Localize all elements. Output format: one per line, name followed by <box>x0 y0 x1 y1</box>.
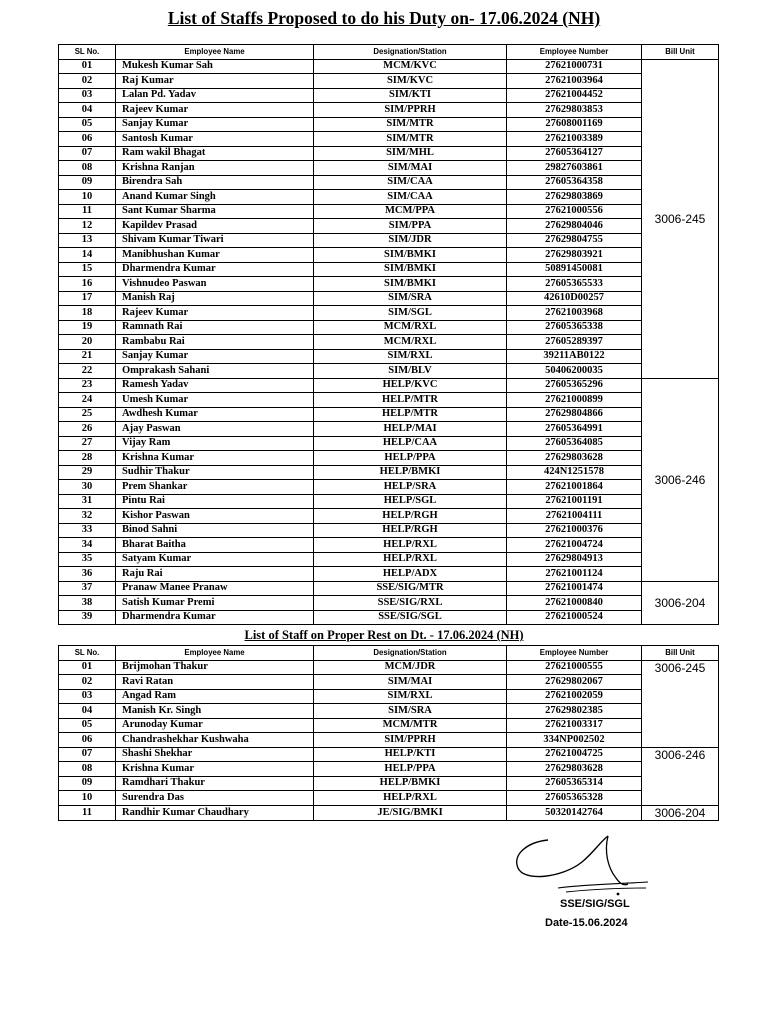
sl-no-cell: 09 <box>59 175 116 190</box>
employee-name-cell: Krishna Kumar <box>116 451 314 466</box>
sl-no-cell: 31 <box>59 494 116 509</box>
employee-name-cell: Manibhushan Kumar <box>116 248 314 263</box>
employee-number-cell: 27608001169 <box>507 117 642 132</box>
designation-cell: HELP/CAA <box>314 436 507 451</box>
employee-name-cell: Satyam Kumar <box>116 552 314 567</box>
employee-number-cell: 27629804755 <box>507 233 642 248</box>
designation-cell: SSE/SIG/MTR <box>314 581 507 596</box>
employee-number-cell: 27621003968 <box>507 306 642 321</box>
table-row <box>59 465 719 480</box>
sl-no-cell: 23 <box>59 378 116 393</box>
sl-no-cell: 04 <box>59 103 116 118</box>
designation-cell: SIM/CAA <box>314 175 507 190</box>
employee-number-cell: 27605364127 <box>507 146 642 161</box>
designation-cell: HELP/RGH <box>314 523 507 538</box>
employee-name-cell: Randhir Kumar Chaudhary <box>116 805 314 821</box>
designation-cell: MCM/KVC <box>314 59 507 74</box>
designation-cell: SIM/BMKI <box>314 248 507 263</box>
designation-cell: SIM/SRA <box>314 704 507 719</box>
sl-no-cell: 10 <box>59 190 116 205</box>
employee-number-cell: 27621002059 <box>507 689 642 704</box>
employee-number-cell: 27605365296 <box>507 378 642 393</box>
sl-no-cell: 05 <box>59 718 116 733</box>
sl-no-cell: 11 <box>59 204 116 219</box>
sl-no-cell: 29 <box>59 465 116 480</box>
sl-no-cell: 39 <box>59 610 116 625</box>
designation-cell: HELP/RXL <box>314 552 507 567</box>
employee-number-cell: 27605365314 <box>507 776 642 791</box>
employee-name-cell: Brijmohan Thakur <box>116 660 314 675</box>
employee-number-cell: 27621001864 <box>507 480 642 495</box>
employee-name-cell: Rajeev Kumar <box>116 103 314 118</box>
employee-number-cell: 27621000899 <box>507 393 642 408</box>
table-row <box>59 233 719 248</box>
employee-name-cell: Ram wakil Bhagat <box>116 146 314 161</box>
bill-unit-cell: 3006-245 <box>642 59 719 378</box>
table-row <box>59 407 719 422</box>
employee-name-cell: Birendra Sah <box>116 175 314 190</box>
employee-name-cell: Binod Sahni <box>116 523 314 538</box>
table-row <box>59 776 719 791</box>
sl-no-cell: 03 <box>59 689 116 704</box>
employee-name-cell: Mukesh Kumar Sah <box>116 59 314 74</box>
employee-number-cell: 27629803628 <box>507 762 642 777</box>
table-row <box>59 523 719 538</box>
employee-name-cell: Rambabu Rai <box>116 335 314 350</box>
designation-cell: HELP/RXL <box>314 791 507 806</box>
designation-cell: HELP/MTR <box>314 393 507 408</box>
designation-cell: HELP/KVC <box>314 378 507 393</box>
sl-no-cell: 08 <box>59 161 116 176</box>
sl-no-cell: 07 <box>59 146 116 161</box>
employee-name-cell: Satish Kumar Premi <box>116 596 314 611</box>
employee-number-cell: 27629804046 <box>507 219 642 234</box>
bill-unit-cell: 3006-204 <box>642 581 719 625</box>
employee-number-cell: 27621003964 <box>507 74 642 89</box>
designation-cell: MCM/RXL <box>314 335 507 350</box>
designation-cell: SIM/MTR <box>314 117 507 132</box>
sl-no-cell: 01 <box>59 660 116 675</box>
table-row <box>59 718 719 733</box>
employee-name-cell: Raj Kumar <box>116 74 314 89</box>
employee-number-cell: 27605364085 <box>507 436 642 451</box>
employee-number-cell: 27629802385 <box>507 704 642 719</box>
designation-cell: MCM/PPA <box>314 204 507 219</box>
table-row <box>59 335 719 350</box>
sl-no-cell: 24 <box>59 393 116 408</box>
designation-cell: MCM/JDR <box>314 660 507 675</box>
table-header-row <box>59 45 719 60</box>
sl-no-cell: 02 <box>59 74 116 89</box>
employee-number-cell: 27629804913 <box>507 552 642 567</box>
employee-name-cell: Kishor Paswan <box>116 509 314 524</box>
employee-name-cell: Vijay Ram <box>116 436 314 451</box>
sl-no-cell: 01 <box>59 59 116 74</box>
signatory-office: SSE/SIG/SGL <box>560 898 630 910</box>
designation-cell: SIM/KTI <box>314 88 507 103</box>
bill-unit-cell: 3006-204 <box>642 805 719 821</box>
sl-no-cell: 26 <box>59 422 116 437</box>
sl-no-cell: 10 <box>59 791 116 806</box>
signature-mark <box>508 828 658 898</box>
table-row <box>59 538 719 553</box>
table-row <box>59 103 719 118</box>
table-row <box>59 704 719 719</box>
designation-cell: HELP/RXL <box>314 538 507 553</box>
table-row <box>59 675 719 690</box>
employee-number-cell: 27605365338 <box>507 320 642 335</box>
table-row <box>59 378 719 393</box>
col-header-bill-unit: Bill Unit <box>642 646 719 661</box>
col-header-empno: Employee Number <box>507 646 642 661</box>
table-row <box>59 59 719 74</box>
sl-no-cell: 05 <box>59 117 116 132</box>
employee-name-cell: Krishna Kumar <box>116 762 314 777</box>
sl-no-cell: 20 <box>59 335 116 350</box>
table-row <box>59 552 719 567</box>
sl-no-cell: 04 <box>59 704 116 719</box>
designation-cell: HELP/SGL <box>314 494 507 509</box>
designation-cell: HELP/BMKI <box>314 776 507 791</box>
employee-name-cell: Manish Kr. Singh <box>116 704 314 719</box>
employee-name-cell: Sudhir Thakur <box>116 465 314 480</box>
sl-no-cell: 36 <box>59 567 116 582</box>
table-row <box>59 248 719 263</box>
designation-cell: HELP/MTR <box>314 407 507 422</box>
employee-name-cell: Ravi Ratan <box>116 675 314 690</box>
table-row <box>59 509 719 524</box>
employee-name-cell: Dharmendra Kumar <box>116 262 314 277</box>
table-row <box>59 733 719 748</box>
employee-number-cell: 27621004111 <box>507 509 642 524</box>
employee-number-cell: 50891450081 <box>507 262 642 277</box>
signature-date: Date-15.06.2024 <box>545 917 628 929</box>
table-row <box>59 494 719 509</box>
table-row <box>59 161 719 176</box>
employee-number-cell: 424N1251578 <box>507 465 642 480</box>
designation-cell: SIM/KVC <box>314 74 507 89</box>
employee-number-cell: 27605365533 <box>507 277 642 292</box>
employee-number-cell: 27629803869 <box>507 190 642 205</box>
employee-number-cell: 27621004725 <box>507 747 642 762</box>
employee-number-cell: 27605289397 <box>507 335 642 350</box>
table-row <box>59 596 719 611</box>
employee-name-cell: Sanjay Kumar <box>116 117 314 132</box>
sl-no-cell: 34 <box>59 538 116 553</box>
employee-number-cell: 334NP002502 <box>507 733 642 748</box>
table-row <box>59 610 719 625</box>
table-row <box>59 175 719 190</box>
employee-number-cell: 27629803628 <box>507 451 642 466</box>
table-row <box>59 204 719 219</box>
employee-number-cell: 27621000556 <box>507 204 642 219</box>
employee-name-cell: Rajeev Kumar <box>116 306 314 321</box>
employee-number-cell: 27621004452 <box>507 88 642 103</box>
table-row <box>59 805 719 821</box>
designation-cell: MCM/RXL <box>314 320 507 335</box>
employee-number-cell: 27621001124 <box>507 567 642 582</box>
bill-unit-cell: 3006-246 <box>642 747 719 805</box>
employee-name-cell: Omprakash Sahani <box>116 364 314 379</box>
designation-cell: HELP/SRA <box>314 480 507 495</box>
table-row <box>59 660 719 675</box>
sl-no-cell: 16 <box>59 277 116 292</box>
table-row <box>59 74 719 89</box>
table-row <box>59 422 719 437</box>
employee-number-cell: 50406200035 <box>507 364 642 379</box>
employee-name-cell: Santosh Kumar <box>116 132 314 147</box>
employee-name-cell: Manish Raj <box>116 291 314 306</box>
rest-staff-table <box>58 645 719 821</box>
employee-name-cell: Sanjay Kumar <box>116 349 314 364</box>
designation-cell: SIM/RXL <box>314 349 507 364</box>
employee-name-cell: Awdhesh Kumar <box>116 407 314 422</box>
col-header-designation: Designation/Station <box>314 45 507 60</box>
sl-no-cell: 12 <box>59 219 116 234</box>
col-header-name: Employee Name <box>116 45 314 60</box>
employee-name-cell: Ajay Paswan <box>116 422 314 437</box>
designation-cell: HELP/RGH <box>314 509 507 524</box>
table-header-row <box>59 646 719 661</box>
employee-name-cell: Ramnath Rai <box>116 320 314 335</box>
designation-cell: SIM/BLV <box>314 364 507 379</box>
designation-cell: SIM/BMKI <box>314 277 507 292</box>
bill-unit-cell: 3006-245 <box>642 660 719 747</box>
sl-no-cell: 15 <box>59 262 116 277</box>
sl-no-cell: 17 <box>59 291 116 306</box>
employee-name-cell: Shivam Kumar Tiwari <box>116 233 314 248</box>
designation-cell: SIM/MTR <box>314 132 507 147</box>
sl-no-cell: 09 <box>59 776 116 791</box>
employee-name-cell: Prem Shankar <box>116 480 314 495</box>
designation-cell: SIM/PPRH <box>314 103 507 118</box>
table-row <box>59 117 719 132</box>
table-row <box>59 306 719 321</box>
sl-no-cell: 25 <box>59 407 116 422</box>
sl-no-cell: 13 <box>59 233 116 248</box>
employee-number-cell: 27629804866 <box>507 407 642 422</box>
employee-number-cell: 27621003389 <box>507 132 642 147</box>
table-row <box>59 190 719 205</box>
table-row <box>59 436 719 451</box>
table-row <box>59 747 719 762</box>
designation-cell: SIM/SRA <box>314 291 507 306</box>
designation-cell: HELP/MAI <box>314 422 507 437</box>
sl-no-cell: 03 <box>59 88 116 103</box>
employee-name-cell: Ramdhari Thakur <box>116 776 314 791</box>
employee-name-cell: Anand Kumar Singh <box>116 190 314 205</box>
designation-cell: SSE/SIG/SGL <box>314 610 507 625</box>
col-header-designation: Designation/Station <box>314 646 507 661</box>
table-row <box>59 762 719 777</box>
table-row <box>59 132 719 147</box>
sl-no-cell: 06 <box>59 733 116 748</box>
employee-name-cell: Dharmendra Kumar <box>116 610 314 625</box>
table-row <box>59 262 719 277</box>
table-row <box>59 451 719 466</box>
designation-cell: SIM/MHL <box>314 146 507 161</box>
duty-list-title: List of Staffs Proposed to do his Duty on- 17.06.2024 (NH) <box>167 8 601 28</box>
employee-name-cell: Raju Rai <box>116 567 314 582</box>
employee-number-cell: 27621000731 <box>507 59 642 74</box>
employee-name-cell: Kapildev Prasad <box>116 219 314 234</box>
employee-number-cell: 27621001474 <box>507 581 642 596</box>
employee-number-cell: 27621000555 <box>507 660 642 675</box>
sl-no-cell: 19 <box>59 320 116 335</box>
employee-number-cell: 27621000524 <box>507 610 642 625</box>
designation-cell: HELP/ADX <box>314 567 507 582</box>
col-header-name: Employee Name <box>116 646 314 661</box>
designation-cell: SIM/MAI <box>314 675 507 690</box>
sl-no-cell: 21 <box>59 349 116 364</box>
designation-cell: SIM/BMKI <box>314 262 507 277</box>
designation-cell: SIM/CAA <box>314 190 507 205</box>
employee-number-cell: 50320142764 <box>507 805 642 821</box>
designation-cell: SIM/PPRH <box>314 733 507 748</box>
table-row <box>59 88 719 103</box>
sl-no-cell: 06 <box>59 132 116 147</box>
designation-cell: HELP/PPA <box>314 762 507 777</box>
employee-number-cell: 27605364991 <box>507 422 642 437</box>
designation-cell: HELP/KTI <box>314 747 507 762</box>
table-row <box>59 689 719 704</box>
employee-name-cell: Lalan Pd. Yadav <box>116 88 314 103</box>
sl-no-cell: 28 <box>59 451 116 466</box>
employee-number-cell: 27621000376 <box>507 523 642 538</box>
employee-name-cell: Umesh Kumar <box>116 393 314 408</box>
table-row <box>59 277 719 292</box>
designation-cell: MCM/MTR <box>314 718 507 733</box>
table-row <box>59 567 719 582</box>
col-header-sl: SL No. <box>59 45 116 60</box>
employee-number-cell: 27605364358 <box>507 175 642 190</box>
employee-name-cell: Angad Ram <box>116 689 314 704</box>
col-header-empno: Employee Number <box>507 45 642 60</box>
bill-unit-cell: 3006-246 <box>642 378 719 581</box>
sl-no-cell: 22 <box>59 364 116 379</box>
table-row <box>59 581 719 596</box>
sl-no-cell: 27 <box>59 436 116 451</box>
sl-no-cell: 14 <box>59 248 116 263</box>
sl-no-cell: 07 <box>59 747 116 762</box>
employee-number-cell: 27629803921 <box>507 248 642 263</box>
employee-name-cell: Pranaw Manee Pranaw <box>116 581 314 596</box>
sl-no-cell: 11 <box>59 805 116 821</box>
sl-no-cell: 30 <box>59 480 116 495</box>
table-row <box>59 349 719 364</box>
employee-number-cell: 29827603861 <box>507 161 642 176</box>
employee-number-cell: 42610D00257 <box>507 291 642 306</box>
duty-staff-table <box>58 44 719 625</box>
employee-number-cell: 27621004724 <box>507 538 642 553</box>
employee-number-cell: 39211AB0122 <box>507 349 642 364</box>
sl-no-cell: 38 <box>59 596 116 611</box>
designation-cell: JE/SIG/BMKI <box>314 805 507 821</box>
employee-number-cell: 27629802067 <box>507 675 642 690</box>
designation-cell: SIM/SGL <box>314 306 507 321</box>
col-header-bill-unit: Bill Unit <box>642 45 719 60</box>
table-row <box>59 320 719 335</box>
employee-number-cell: 27605365328 <box>507 791 642 806</box>
table-row <box>59 364 719 379</box>
employee-number-cell: 27621000840 <box>507 596 642 611</box>
employee-number-cell: 27629803853 <box>507 103 642 118</box>
sl-no-cell: 35 <box>59 552 116 567</box>
sl-no-cell: 37 <box>59 581 116 596</box>
table-row <box>59 291 719 306</box>
table-row <box>59 219 719 234</box>
employee-name-cell: Ramesh Yadav <box>116 378 314 393</box>
employee-name-cell: Surendra Das <box>116 791 314 806</box>
sl-no-cell: 08 <box>59 762 116 777</box>
sl-no-cell: 18 <box>59 306 116 321</box>
sl-no-cell: 02 <box>59 675 116 690</box>
designation-cell: HELP/PPA <box>314 451 507 466</box>
employee-name-cell: Shashi Shekhar <box>116 747 314 762</box>
designation-cell: SIM/PPA <box>314 219 507 234</box>
table-row <box>59 791 719 806</box>
col-header-sl: SL No. <box>59 646 116 661</box>
table-row <box>59 146 719 161</box>
employee-number-cell: 27621003317 <box>507 718 642 733</box>
employee-name-cell: Arunoday Kumar <box>116 718 314 733</box>
designation-cell: SSE/SIG/RXL <box>314 596 507 611</box>
designation-cell: SIM/RXL <box>314 689 507 704</box>
rest-list-title: List of Staff on Proper Rest on Dt. - 17.06.2024 (NH) <box>244 628 524 642</box>
designation-cell: HELP/BMKI <box>314 465 507 480</box>
employee-name-cell: Vishnudeo Paswan <box>116 277 314 292</box>
employee-name-cell: Chandrashekhar Kushwaha <box>116 733 314 748</box>
sl-no-cell: 33 <box>59 523 116 538</box>
table-row <box>59 393 719 408</box>
designation-cell: SIM/MAI <box>314 161 507 176</box>
table-row <box>59 480 719 495</box>
employee-number-cell: 27621001191 <box>507 494 642 509</box>
employee-name-cell: Pintu Rai <box>116 494 314 509</box>
employee-name-cell: Sant Kumar Sharma <box>116 204 314 219</box>
employee-name-cell: Bharat Baitha <box>116 538 314 553</box>
designation-cell: SIM/JDR <box>314 233 507 248</box>
employee-name-cell: Krishna Ranjan <box>116 161 314 176</box>
sl-no-cell: 32 <box>59 509 116 524</box>
